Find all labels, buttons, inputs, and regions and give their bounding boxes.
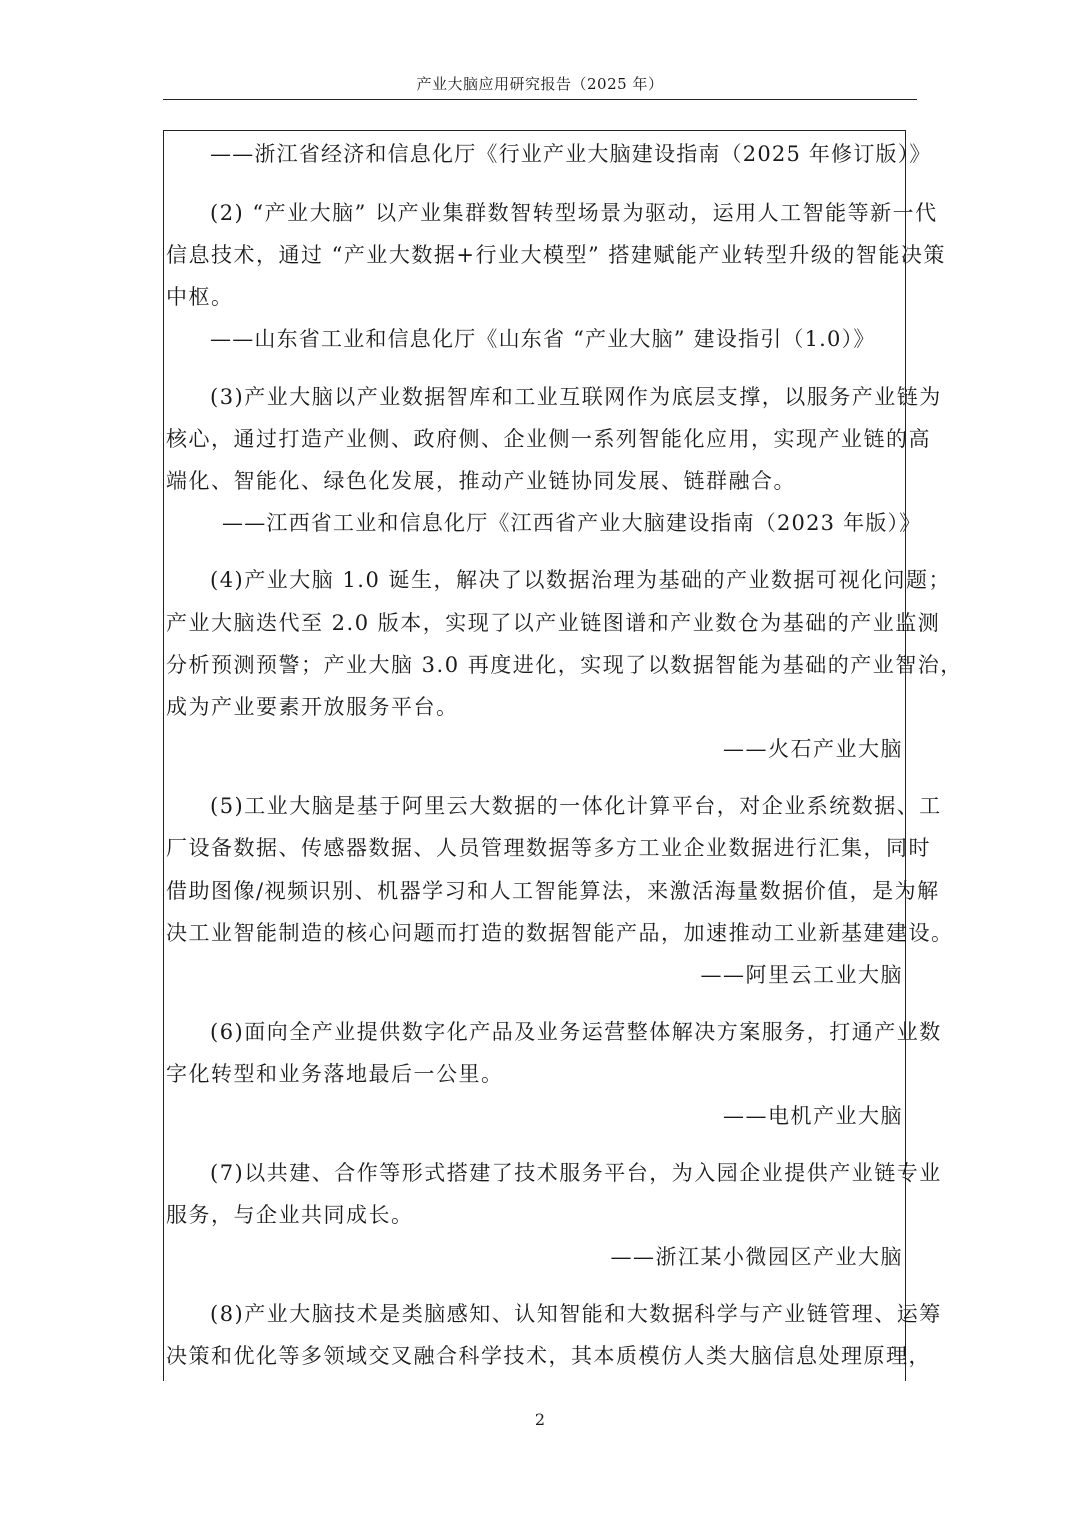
paragraph-line: (6)面向全产业提供数字化产品及业务运营整体解决方案服务，打通产业数 <box>210 1020 942 1044</box>
paragraph-line: 产业大脑迭代至 2.0 版本，实现了以产业链图谱和产业数仓为基础的产业监测 <box>166 611 941 635</box>
paragraph-line: 中枢。 <box>166 285 234 309</box>
source-citation: ——火石产业大脑 <box>723 737 903 761</box>
paragraph-line: 字化转型和业务落地最后一公里。 <box>166 1062 504 1086</box>
source-citation: ——江西省工业和信息化厅《江西省产业大脑建设指南（2023 年版）》 <box>222 511 922 535</box>
paragraph-line: (8)产业大脑技术是类脑感知、认知智能和大数据科学与产业链管理、运筹 <box>210 1302 942 1326</box>
paragraph-line: 端化、智能化、绿色化发展，推动产业链协同发展、链群融合。 <box>166 469 796 493</box>
paragraph-line: 决策和优化等多领域交叉融合科学技术，其本质模仿人类大脑信息处理原理， <box>166 1344 931 1368</box>
source-citation: ——山东省工业和信息化厅《山东省 “产业大脑” 建设指引（1.0）》 <box>210 327 876 351</box>
header-rule <box>163 99 917 100</box>
frame-end <box>150 1381 930 1527</box>
paragraph-line: 信息技术，通过 “产业大数据+行业大模型” 搭建赋能产业转型升级的智能决策 <box>166 243 946 267</box>
paragraph-line: (7)以共建、合作等形式搭建了技术服务平台，为入园企业提供产业链专业 <box>210 1161 942 1185</box>
source-citation: ——阿里云工业大脑 <box>700 963 903 987</box>
paragraph-line: 分析预测预警；产业大脑 3.0 再度进化，实现了以数据智能为基础的产业智治， <box>166 653 963 677</box>
paragraph-line: (2) “产业大脑” 以产业集群数智转型场景为驱动，运用人工智能等新一代 <box>210 201 938 225</box>
page-number: 2 <box>534 1410 546 1429</box>
paragraph-line: 服务，与企业共同成长。 <box>166 1203 414 1227</box>
paragraph-line: 决工业智能制造的核心问题而打造的数据智能产品，加速推动工业新基建建设。 <box>166 921 954 945</box>
source-citation: ——电机产业大脑 <box>723 1104 903 1128</box>
source-citation: ——浙江某小微园区产业大脑 <box>610 1245 903 1269</box>
page-header-title: 产业大脑应用研究报告（2025 年） <box>416 75 664 93</box>
paragraph-line: 厂设备数据、传感器数据、人员管理数据等多方工业企业数据进行汇集，同时 <box>166 836 931 860</box>
paragraph-line: 借助图像/视频识别、机器学习和人工智能算法，来激活海量数据价值，是为解 <box>166 879 940 903</box>
paragraph-line: (5)工业大脑是基于阿里云大数据的一体化计算平台，对企业系统数据、工 <box>210 794 942 818</box>
paragraph-line: 核心，通过打造产业侧、政府侧、企业侧一系列智能化应用，实现产业链的高 <box>166 427 931 451</box>
source-citation: ——浙江省经济和信息化厅《行业产业大脑建设指南（2025 年修订版）》 <box>210 142 932 166</box>
paragraph-line: (3)产业大脑以产业数据智库和工业互联网作为底层支撑，以服务产业链为 <box>210 385 942 409</box>
paragraph-line: 成为产业要素开放服务平台。 <box>166 695 459 719</box>
paragraph-line: (4)产业大脑 1.0 诞生，解决了以数据治理为基础的产业数据可视化问题； <box>210 568 951 592</box>
